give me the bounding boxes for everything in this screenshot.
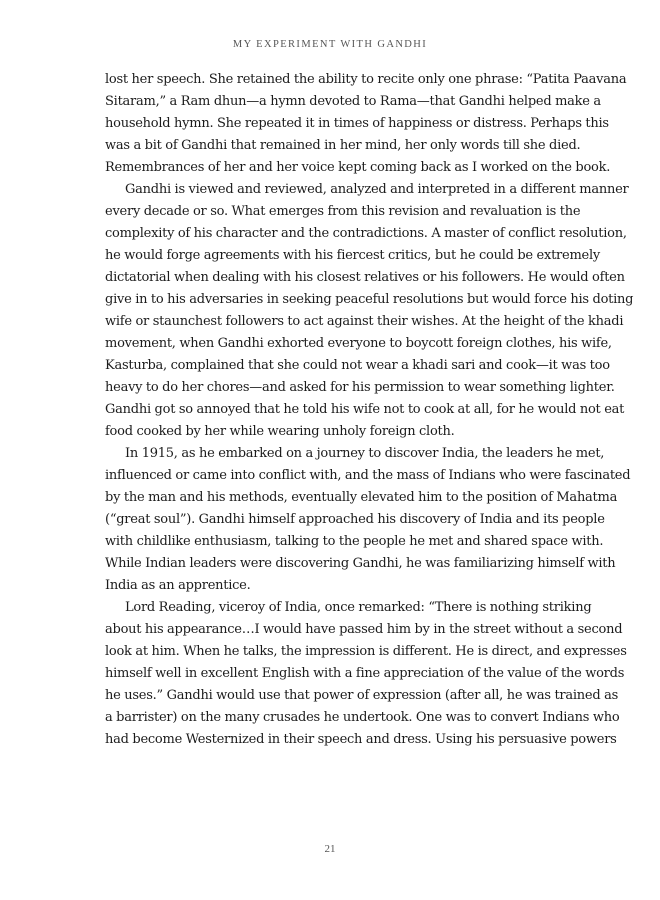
text-line: influenced or came into conflict with, and the mass of Indians who were fascinated bbox=[105, 468, 631, 483]
text-line: heavy to do her chores—and asked for his permission to wear something lighter. bbox=[105, 380, 615, 395]
text-line: Gandhi is viewed and reviewed, analyzed and interpreted in a different manner bbox=[125, 182, 629, 197]
text-line: was a bit of Gandhi that remained in her mind, her only words till she died. bbox=[105, 138, 581, 153]
text-line: Gandhi got so annoyed that he told his wife not to cook at all, for he would not eat bbox=[105, 402, 625, 417]
text-line: (“great soul”). Gandhi himself approached his discovery of India and its people bbox=[105, 512, 605, 527]
text-line: himself well in excellent English with a fine appreciation of the value of the words bbox=[105, 666, 625, 681]
running-head: MY EXPERIMENT WITH GANDHI bbox=[232, 39, 428, 50]
text-line: he uses.” Gandhi would use that power of expression (after all, he was trained as bbox=[105, 688, 619, 703]
text-line: food cooked by her while wearing unholy foreign cloth. bbox=[105, 424, 455, 439]
text-line: give in to his adversaries in seeking peaceful resolutions but would force his doting bbox=[105, 292, 634, 307]
text-line: India as an apprentice. bbox=[105, 578, 251, 593]
text-line: with childlike enthusiasm, talking to the people he met and shared space with. bbox=[105, 534, 604, 549]
text-line: household hymn. She repeated it in times of happiness or distress. Perhaps this bbox=[105, 116, 609, 131]
text-line: While Indian leaders were discovering Gandhi, he was familiarizing himself with bbox=[105, 556, 616, 571]
text-line: movement, when Gandhi exhorted everyone to boycott foreign clothes, his wife, bbox=[105, 336, 612, 351]
text-line: every decade or so. What emerges from this revision and revaluation is the bbox=[105, 204, 581, 219]
text-line: by the man and his methods, eventually elevated him to the position of Mahatma bbox=[105, 490, 618, 505]
text-line: lost her speech. She retained the ability to recite only one phrase: “Patita Paavana bbox=[105, 72, 627, 87]
text-line: he would forge agreements with his fiercest critics, but he could be extremely bbox=[105, 248, 600, 263]
text-line: had become Westernized in their speech and dress. Using his persuasive powers bbox=[105, 732, 617, 747]
text-line: look at him. When he talks, the impression is different. He is direct, and expresses bbox=[105, 644, 627, 659]
text-line: Kasturba, complained that she could not wear a khadi sari and cook—it was too bbox=[105, 358, 610, 373]
page-number: 21 bbox=[324, 843, 336, 855]
text-line: Remembrances of her and her voice kept coming back as I worked on the book. bbox=[105, 160, 611, 175]
text-line: dictatorial when dealing with his closest relatives or his followers. He would often bbox=[105, 270, 625, 285]
body-text bbox=[105, 69, 634, 751]
text-line: In 1915, as he embarked on a journey to discover India, the leaders he met, bbox=[125, 446, 605, 461]
text-line: a barrister) on the many crusades he undertook. One was to convert Indians who bbox=[105, 710, 620, 725]
text-line: complexity of his character and the contradictions. A master of conflict resolution, bbox=[105, 226, 627, 241]
text-line: about his appearance…I would have passed him by in the street without a second bbox=[105, 622, 623, 637]
text-line: Lord Reading, viceroy of India, once remarked: “There is nothing striking bbox=[125, 600, 592, 615]
text-line: wife or staunchest followers to act against their wishes. At the height of the khadi bbox=[105, 314, 624, 329]
text-line: Sitaram,” a Ram dhun—a hymn devoted to Rama—that Gandhi helped make a bbox=[105, 94, 601, 109]
